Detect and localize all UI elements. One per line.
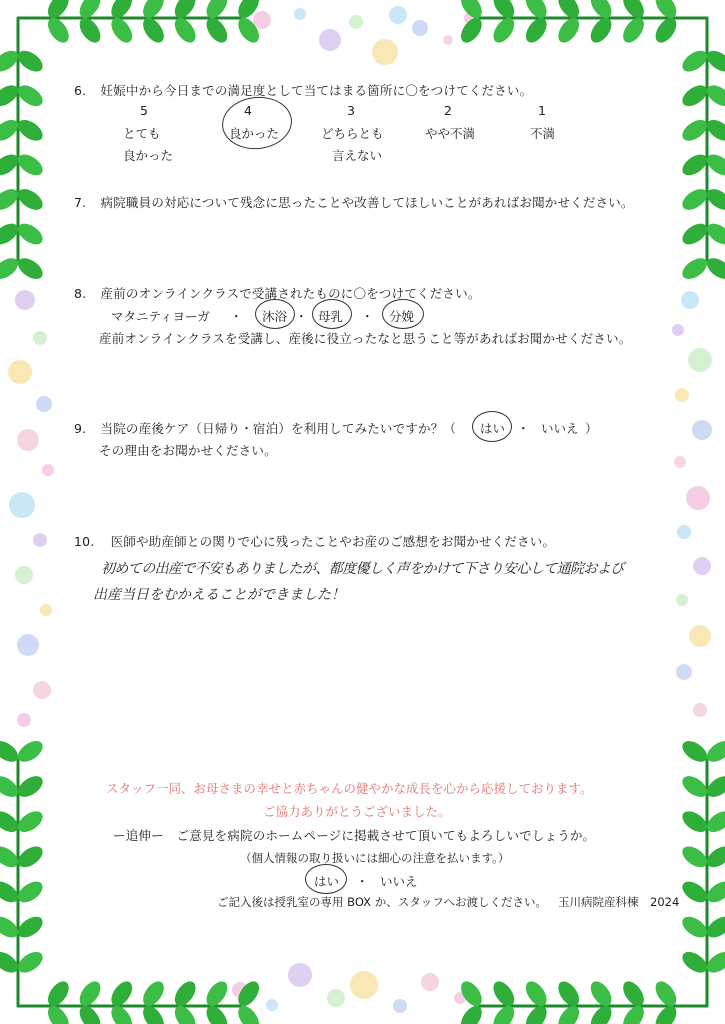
pastel-dot (33, 681, 51, 699)
q8-option-maternity-yoga: マタニティヨーガ (111, 309, 210, 324)
q6-scale-4-value: 4 (244, 103, 252, 118)
pastel-dot (350, 971, 378, 999)
footer-hospital-name: 玉川病院産科棟 2024 (558, 895, 680, 909)
pastel-dot (693, 703, 707, 717)
q8-separator-3: ・ (361, 309, 374, 324)
q8-option-breastfeeding: 母乳 (318, 309, 344, 324)
footer-message-support: スタッフ一同、お母さまの幸せと赤ちゃんの健やかな成長を心から応援しております。 (106, 781, 593, 796)
pastel-dot (266, 999, 278, 1011)
pastel-dot (42, 464, 54, 476)
q10-question: 医師や助産師との関りで心に残ったことやお産のご感想をお聞かせください。 (110, 534, 556, 549)
pastel-dot (15, 566, 33, 584)
pastel-dot (672, 324, 684, 336)
footer-message-thanks: ご協力ありがとうございました。 (263, 804, 451, 819)
q10-row (74, 532, 555, 550)
pastel-dot (15, 290, 35, 310)
pastel-dot (681, 291, 699, 309)
footer-separator: ・ (356, 874, 369, 889)
footer-option-no: いいえ (380, 874, 418, 889)
pastel-dot (692, 420, 712, 440)
q9-option-no: いいえ (541, 421, 579, 436)
q9-question: 当院の産後ケア（日帰り・宿泊）を利用してみたいですか？（ (100, 421, 457, 436)
q6-scale-5-label2: 良かった (123, 148, 174, 163)
pastel-dot (674, 456, 686, 468)
pastel-dot (9, 492, 35, 518)
q6-scale-2-value: 2 (444, 103, 452, 118)
q8-followup: 産前オンラインクラスを受講し、産後に役立ったなと思うこと等があればお聞かせください。 (99, 331, 632, 346)
q6-scale-1-label1: 不満 (530, 126, 556, 141)
q9-separator: ・ (517, 421, 530, 436)
q7-row (74, 193, 634, 211)
q9-option-yes: はい (480, 421, 506, 436)
q6-scale-5-label1: とても (123, 126, 161, 141)
q10-number: 10. (74, 534, 95, 549)
pastel-dot (677, 525, 691, 539)
pastel-dot (393, 999, 407, 1013)
q8-selected-circle-delivery (382, 299, 424, 329)
pastel-dot (319, 29, 341, 51)
pastel-dot (693, 557, 711, 575)
pastel-dot (443, 35, 453, 45)
pastel-dot (349, 15, 363, 29)
footer-selected-circle (305, 864, 347, 894)
pastel-dot (294, 8, 306, 20)
q6-row (74, 81, 532, 99)
q9-followup: その理由をお聞かせください。 (99, 443, 277, 458)
q6-scale-5-value: 5 (140, 103, 148, 118)
pastel-dot (676, 664, 692, 680)
q6-scale-2-label1: やや不満 (425, 126, 476, 141)
q6-scale-4-label1: 良かった (229, 126, 280, 141)
q8-selected-circle-bathing (255, 299, 295, 329)
q6-number: 6. (74, 83, 87, 98)
q6-scale-3-label1: どちらとも (321, 126, 384, 141)
q8-question: 産前のオンラインクラスで受講されたものに〇をつけてください。 (100, 286, 481, 301)
q6-question: 妊娠中から今日までの満足度として当てはまる箇所に〇をつけてください。 (100, 83, 533, 98)
pastel-dot (8, 360, 32, 384)
q8-option-delivery: 分娩 (389, 309, 415, 324)
pastel-dot (17, 634, 39, 656)
q6-scale-1-value: 1 (538, 103, 546, 118)
pastel-dot (688, 348, 712, 372)
pastel-dot (689, 625, 711, 647)
q8-number: 8. (74, 286, 87, 301)
pastel-dot (40, 604, 52, 616)
pastel-dot (33, 331, 47, 345)
pastel-dot (389, 6, 407, 24)
pastel-dot (675, 388, 689, 402)
q9-close-paren: ） (585, 421, 598, 436)
pastel-dot (372, 39, 398, 65)
q6-scale-3-label2: 言えない (332, 148, 383, 163)
q6-scale-3-value: 3 (347, 103, 355, 118)
q9-row (74, 419, 456, 437)
pastel-dot (686, 486, 710, 510)
pastel-dot (36, 396, 52, 412)
q9-number: 9. (74, 421, 87, 436)
q7-question: 病院職員の対応について残念に思ったことや改善してほしいことがあればお聞かせください。 (100, 195, 634, 210)
pastel-dot (17, 713, 31, 727)
pastel-dot (33, 533, 47, 547)
q8-selected-circle-breastfeeding (312, 299, 352, 329)
q10-handwritten-answer-line1: 初めての出産で不安もありましたが、都度優しく声をかけて下さり安心して通院および (101, 561, 624, 577)
pastel-dot (288, 963, 312, 987)
pastel-dot (676, 594, 688, 606)
pastel-dot (253, 11, 271, 29)
q10-handwritten-answer-line2: 出産当日をむかえることができました！ (93, 587, 345, 603)
pastel-dot (17, 429, 39, 451)
q8-option-bathing: 沐浴 (262, 309, 288, 324)
pastel-dot (412, 20, 428, 36)
footer-postscript: ー追伸ー ご意見を病院のホームページに掲載させて頂いてもよろしいでしょうか。 (113, 828, 596, 843)
footer-option-yes: はい (314, 874, 340, 889)
pastel-dot (327, 989, 345, 1007)
pastel-dot (421, 973, 439, 991)
q9-selected-circle (472, 411, 512, 442)
q8-separator-2: ・ (295, 309, 308, 324)
q7-number: 7. (74, 195, 87, 210)
footer-privacy-note: （個人情報の取り扱いには細心の注意を払います。） (240, 851, 510, 865)
footer-instructions: ご記入後は授乳室の専用 BOX か、スタッフへお渡しください。 (217, 895, 547, 909)
q8-separator-1: ・ (230, 309, 243, 324)
